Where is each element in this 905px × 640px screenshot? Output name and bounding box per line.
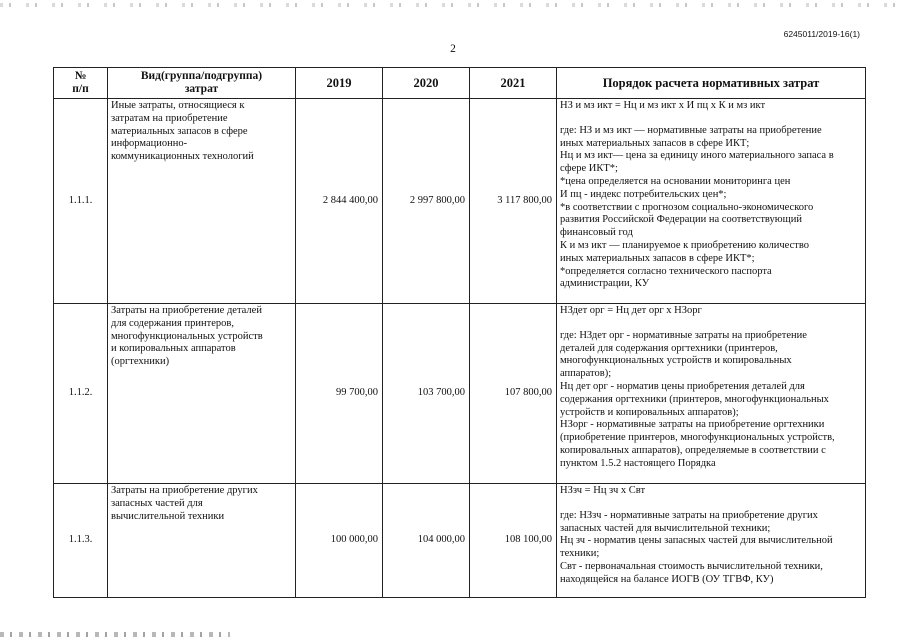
- cost-table: [53, 67, 866, 598]
- calculation-method-cell: НЗдет орг = Нц дет орг х НЗорг где: НЗдет орг - нормативные затраты на приобретение деталей для содержания оргтехники (принтеров, многофункциональных устройств и копировальных аппаратов); Нц дет орг - норматив цены приобретения деталей для содержания оргтехники (принтеров, многофункциональных устройств и копировальных аппаратов); НЗорг - нормативные затраты на приобретение оргтехники (приобретение принтеров, многофункциональных устройств, копировальных аппаратов), определяемые в соответствии с пунктом 1.5.2 настоящего Порядка: [557, 304, 866, 484]
- header-cost-type: Вид(группа/подгруппа) затрат: [108, 68, 296, 99]
- header-2019: 2019: [296, 68, 383, 99]
- header-2020: 2020: [383, 68, 470, 99]
- table-row: [54, 484, 866, 598]
- page-number: 2: [450, 43, 456, 55]
- table-row: [54, 304, 866, 484]
- formula: НЗдет орг = Нц дет орг х НЗорг: [560, 305, 702, 316]
- cost-type-cell: Затраты на приобретение других запасных частей для вычислительной техники: [108, 484, 296, 598]
- calculation-method-cell: НЗ и мз икт = Нц и мз икт х И пц х К и мз икт где: НЗ и мз икт — нормативные затраты на приобретение иных материальных запасов в сфере ИКТ; Нц и мз икт— цена за единицу иного материального запаса в сфере ИКТ*; *цена определяется на основании мониторинга цен И пц - индекс потребительских цен*; *в соответствии с прогнозом социально-экономического развития Российской Федерации на соответствующий финансовый год К и мз икт — планируемое к приобретению количество иных материальных запасов в сфере ИКТ*; *определяется согласно технического паспорта администрации, КУ: [557, 99, 866, 304]
- value-2020: 2 997 800,00: [383, 99, 470, 304]
- formula: НЗзч = Нц зч х Свт: [560, 485, 646, 496]
- value-2020: 103 700,00: [383, 304, 470, 484]
- scan-artifact-bottom: [0, 632, 230, 637]
- value-2019: 99 700,00: [296, 304, 383, 484]
- value-2021: 108 100,00: [470, 484, 557, 598]
- document-id: 6245011/2019-16(1): [783, 29, 860, 39]
- table-header-row: [54, 68, 866, 99]
- value-2021: 107 800,00: [470, 304, 557, 484]
- value-2020: 104 000,00: [383, 484, 470, 598]
- scan-artifact-top: [0, 3, 905, 7]
- formula: НЗ и мз икт = Нц и мз икт х И пц х К и мз икт: [560, 100, 766, 111]
- value-2019: 100 000,00: [296, 484, 383, 598]
- header-calculation-method: Порядок расчета нормативных затрат: [557, 68, 866, 99]
- header-2021: 2021: [470, 68, 557, 99]
- value-2019: 2 844 400,00: [296, 99, 383, 304]
- row-number: 1.1.3.: [54, 484, 108, 598]
- table-row: [54, 99, 866, 304]
- header-number: № п/п: [54, 68, 108, 99]
- calculation-method-cell: НЗзч = Нц зч х Свт где: НЗзч - нормативные затраты на приобретение других запасных частей для вычислительной техники; Нц зч - норматив цены запасных частей для вычислительной техники; Свт - первоначальная стоимость вычислительной техники, находящейся на балансе ИОГВ (ОУ ТГВФ, КУ): [557, 484, 866, 598]
- cost-type-cell: Затраты на приобретение деталей для содержания принтеров, многофункциональных устройств и копировальных аппаратов (оргтехники): [108, 304, 296, 484]
- row-number: 1.1.1.: [54, 99, 108, 304]
- row-number: 1.1.2.: [54, 304, 108, 484]
- value-2021: 3 117 800,00: [470, 99, 557, 304]
- cost-type-cell: Иные затраты, относящиеся к затратам на приобретение материальных запасов в сфере информационно- коммуникационных технологий: [108, 99, 296, 304]
